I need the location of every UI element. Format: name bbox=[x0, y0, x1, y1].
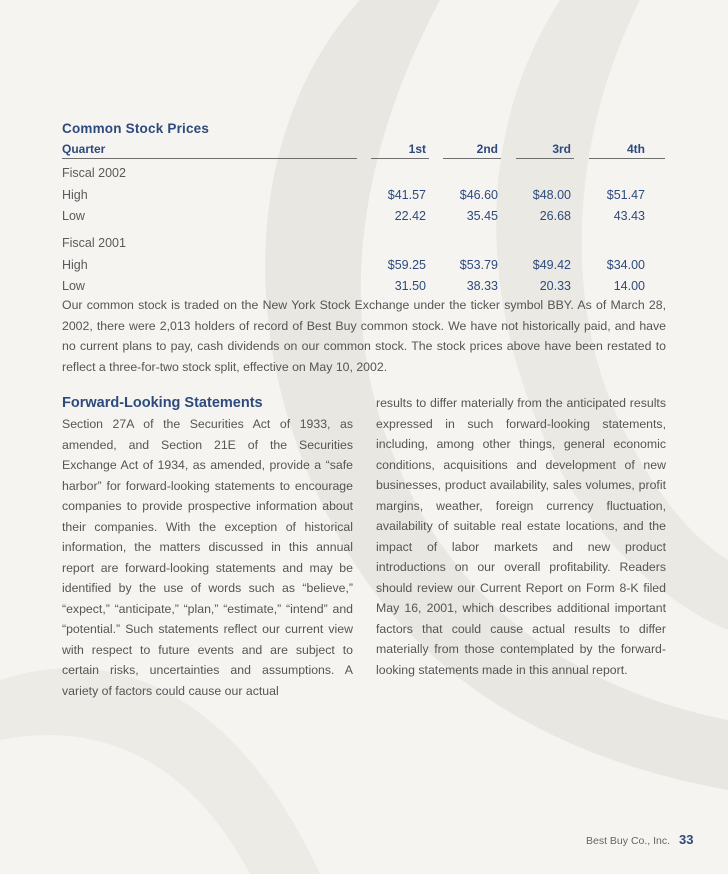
fy2002-low-q4: 43.43 bbox=[613, 209, 645, 223]
quarter-4th-header: 4th bbox=[627, 142, 645, 156]
quarter-2nd-header: 2nd bbox=[476, 142, 498, 156]
fiscal-2001-label: Fiscal 2001 bbox=[62, 236, 126, 250]
fy2002-low-q2: 35.45 bbox=[466, 209, 498, 223]
fiscal-2002-label: Fiscal 2002 bbox=[62, 166, 126, 180]
header-rule-q2 bbox=[443, 158, 501, 159]
fiscal-2001-high-label: High bbox=[62, 258, 88, 272]
fy2001-high-q1: $59.25 bbox=[387, 258, 426, 272]
quarter-1st-header: 1st bbox=[408, 142, 426, 156]
stock-prices-title: Common Stock Prices bbox=[62, 121, 210, 136]
forward-looking-right-column: results to differ materially from the anticipated results expressed in such forward-looking statements, including, among other things, general economic conditions, acquisitions and development of new businesses, product availability, sales volumes, profit margins, weather, foreign currency fluctuation, availability of suitable real estate locations, and the impact of labor markets and new product introductions on our overall profitability. Readers should review our Current Report on Form 8-K filed May 16, 2001, which describes additional important factors that could cause actual results to differ materially from those contemplated by the forward-looking statements made in this annual report. bbox=[376, 396, 666, 677]
fy2001-high-q2: $53.79 bbox=[459, 258, 498, 272]
page-number: 33 bbox=[679, 832, 694, 847]
forward-looking-left-column: Section 27A of the Securities Act of 1933, as amended, and Section 21E of the Securities Exchange Act of 1934, as amended, provide a “safe harbor” for forward-looking statements to encourage companies to provide prospective information about their companies. With the exception of historical information, the matters discussed in this annual report are forward-looking statements and may be identified by the use of words such as “believe,” “expect,” “anticipate,” “plan,” “estimate,” “intend” and “potential.” Such statements reflect our current view with respect to future events and are subject to certain risks, uncertainties and assumptions. A variety of factors could cause our actual bbox=[62, 417, 353, 698]
fy2001-high-q3: $49.42 bbox=[532, 258, 571, 272]
fy2001-high-q4: $34.00 bbox=[606, 258, 645, 272]
fiscal-2001-low-label: Low bbox=[62, 279, 85, 293]
fy2002-high-q4: $51.47 bbox=[606, 188, 645, 202]
fy2001-low-q4: 14.00 bbox=[613, 279, 645, 293]
header-rule-q3 bbox=[516, 158, 574, 159]
fy2001-low-q2: 38.33 bbox=[466, 279, 498, 293]
footer-company-name: Best Buy Co., Inc. bbox=[586, 835, 671, 847]
fiscal-2002-high-label: High bbox=[62, 188, 88, 202]
stock-description-paragraph: Our common stock is traded on the New York Stock Exchange under the ticker symbol BBY. As of March 28, 2002, there were 2,013 holders of record of Best Buy common stock. We have not historically paid, and have no current plans to pay, cash dividends on our common stock. The stock prices above have been restated to reflect a three-for-two stock split, effective on May 10, 2002. bbox=[62, 298, 666, 374]
fy2002-high-q1: $41.57 bbox=[387, 188, 426, 202]
fy2002-low-q3: 26.68 bbox=[539, 209, 571, 223]
fy2002-high-q2: $46.60 bbox=[459, 188, 498, 202]
fy2002-low-q1: 22.42 bbox=[394, 209, 426, 223]
fy2001-low-q1: 31.50 bbox=[394, 279, 426, 293]
fy2002-high-q3: $48.00 bbox=[532, 188, 571, 202]
header-rule-label bbox=[62, 158, 357, 159]
quarter-3rd-header: 3rd bbox=[552, 142, 571, 156]
header-rule-q1 bbox=[371, 158, 429, 159]
fy2001-low-q3: 20.33 bbox=[539, 279, 571, 293]
header-rule-q4 bbox=[589, 158, 665, 159]
forward-looking-title: Forward-Looking Statements bbox=[62, 395, 263, 411]
fiscal-2002-low-label: Low bbox=[62, 209, 85, 223]
quarter-header: Quarter bbox=[62, 142, 106, 156]
